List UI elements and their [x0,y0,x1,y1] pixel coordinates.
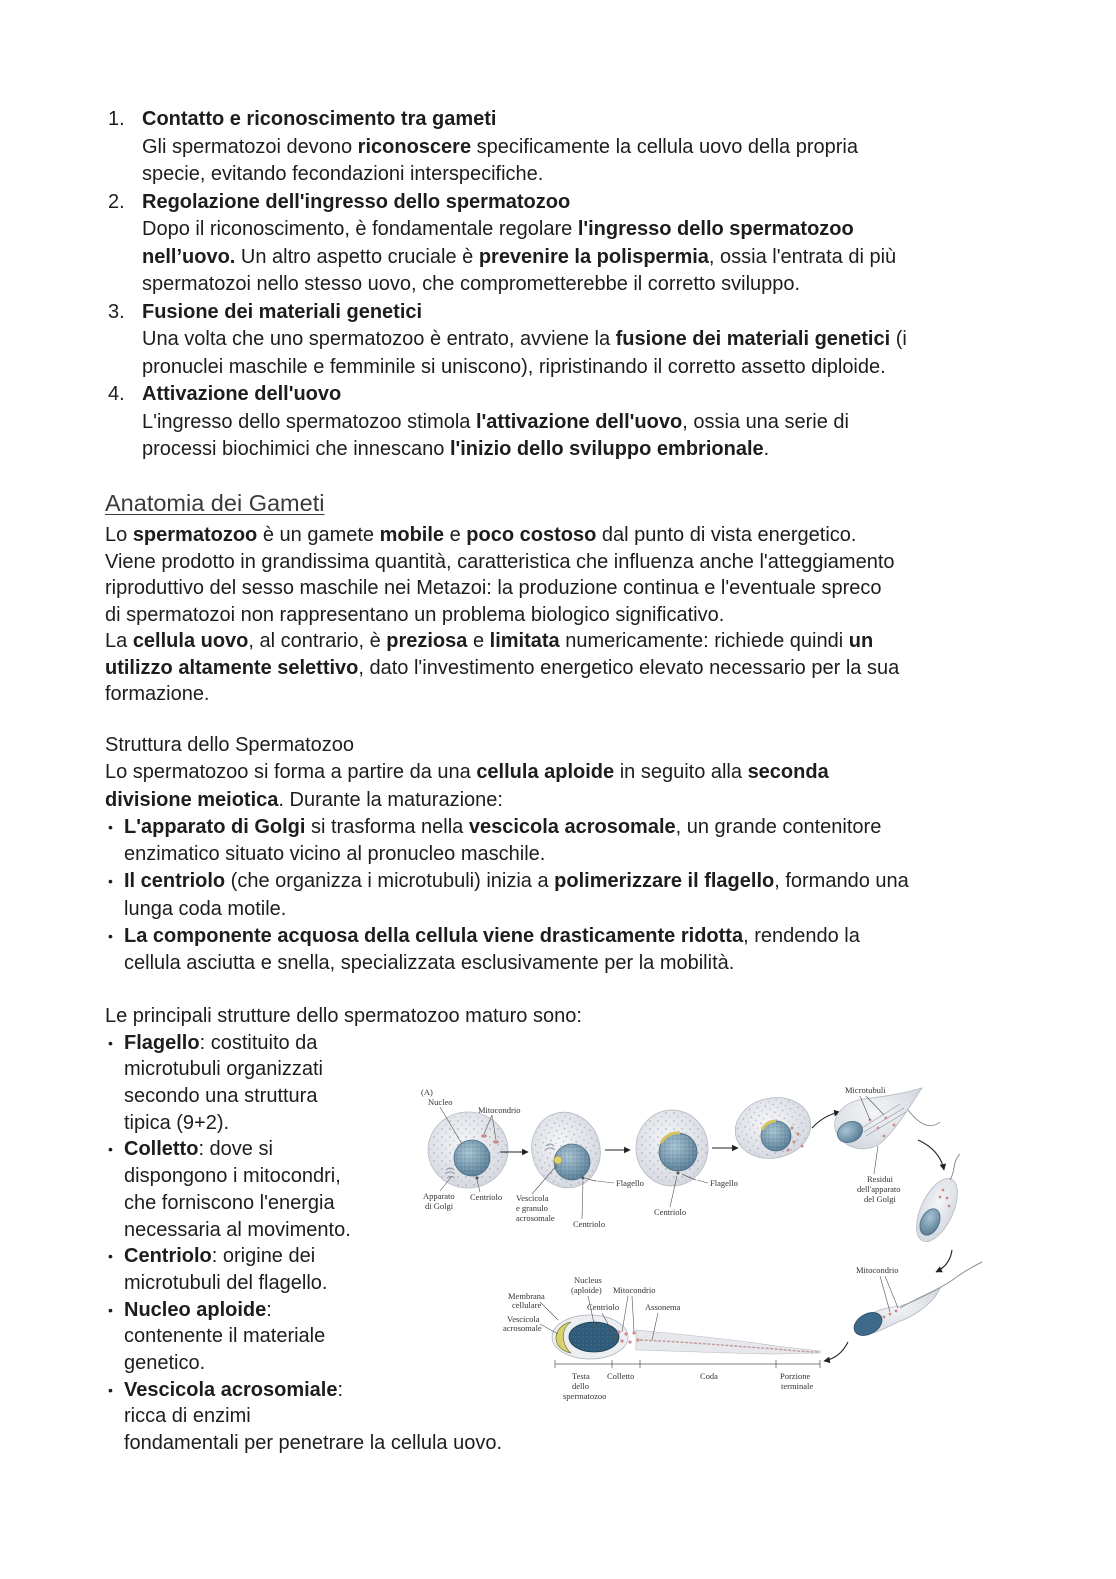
cell-stage-5 [834,1088,940,1149]
label-flagello: Flagello [616,1178,644,1188]
centriole [475,1176,478,1179]
acrosomal-granule [554,1156,562,1164]
text-line [105,161,1065,189]
cell-stage-2 [523,1104,608,1195]
bullet-marker: • [108,1381,113,1398]
text-run: e [444,524,467,546]
label-mitocondrio: Mitocondrio [856,1265,899,1275]
arrow [918,1140,944,1170]
anatomy-paragraph [105,522,1065,708]
text-run: contenente il materiale [124,1325,326,1348]
text-run: e [467,630,490,652]
centriole [677,1172,680,1175]
text-run: L'ingresso dello spermatozoo stimola [142,410,476,433]
text-run: Viene prodotto in grandissima quantità, caratteristica che influenza anche l'atteggiamento [105,550,895,573]
item-title: Contatto e riconoscimento tra gameti [142,108,497,130]
text-run: enzimatico situato vicino al pronucleo maschile. [124,843,546,865]
text-run: Una volta che uno spermatozoo è entrato, avviene la [142,328,616,350]
text-line [105,522,1065,549]
item-number: 3. [108,300,125,323]
region-brackets [555,1360,820,1368]
text-line [105,868,1065,895]
bullet-marker: • [108,1141,113,1158]
text-run: : costituito da [199,1031,318,1054]
text-run: , dato l'investimento energetico elevato necessario per la sua [358,656,900,679]
bold-text: Flagello [124,1031,200,1054]
bold-text: Vescicola acrosomiale [124,1378,338,1401]
section-heading-anatomia: Anatomia dei Gameti [105,490,325,516]
flagellum [908,1110,940,1126]
tail-membrane [636,1330,820,1354]
text-line [105,1030,1065,1057]
text-run: specie, evitando fecondazioni interspecifiche. [142,163,544,185]
text-line [105,681,1065,708]
cell-stage-6 [908,1154,966,1248]
text-line [105,134,1065,162]
numbered-list [105,106,1065,464]
bullet-item [105,814,1065,869]
bold-text: polimerizzare il flagello [554,870,775,893]
text-run: . [763,438,770,460]
bullet-marker: • [108,818,113,835]
struttura-bullet-list [105,814,1065,978]
label-vescicola-granulo: Vescicola e granulo acrosomale [516,1193,555,1223]
panel-label: (A) [421,1087,433,1097]
numbered-item [105,106,1065,189]
bold-text: Nucleo aploide [124,1298,267,1321]
item-title-line [105,106,1065,134]
label-porzione-terminale: Porzione terminale [780,1371,814,1391]
nucleus-texture [455,1141,489,1175]
text-line [105,409,1065,437]
text-run: , ossia l'entrata di più [708,245,897,268]
text-run: Dopo il riconoscimento, è fondamentale regolare [142,218,578,240]
numbered-item [105,299,1065,382]
label-testa: Testa dello spermatozoo [563,1371,607,1401]
text-run: (i [890,328,907,350]
label-apparato-golgi: Apparato di Golgi [423,1191,455,1211]
label-centriolo: Centriolo [654,1207,687,1217]
bold-text: riconoscere [357,135,472,158]
text-run: , formando una [774,870,909,893]
text-line [105,655,1065,682]
text-run: : origine dei [211,1245,316,1268]
text-run: è un gamete [257,524,380,546]
item-title: Regolazione dell'ingresso dello spermatozoo [142,190,571,213]
text-run: : dove si [198,1138,273,1161]
bullet-item [105,923,1065,978]
bold-text: Centriolo [124,1245,212,1268]
label-nucleo: Nucleo [428,1097,453,1107]
subheading-struttura: Struttura dello Spermatozoo [105,734,355,756]
struttura-section [105,732,1065,977]
text-run: pronuclei maschile e femminile si uniscono), ripristinando il corretto assetto diploide. [142,355,886,378]
text-line [105,628,1065,655]
text-line [105,602,1065,629]
bold-text: un [848,630,874,652]
bold-text: l'attivazione dell'uovo [475,410,683,433]
bullet-item [105,868,1065,923]
mitochondrion [481,1134,487,1137]
text-run: spermatozoi nello stesso uovo, che comprometterebbe il corretto sviluppo. [142,273,801,295]
bold-text: fusione dei materiali genetici [615,328,891,350]
text-line [105,216,1065,244]
text-run: , ossia una serie di [682,410,849,433]
struttura-intro [105,759,1065,814]
text-run: , al contrario, è [248,630,387,652]
text-run: si trasforma nella [305,815,469,838]
text-run: lunga coda motile. [124,897,287,920]
text-run: processi biochimici che innescano [142,438,450,460]
text-line [105,549,1065,576]
text-run: secondo una struttura [124,1085,318,1108]
bullet-marker: • [108,1248,113,1265]
text-line [105,759,1065,786]
bold-text: mobile [379,524,445,546]
text-run: specificamente la cellula uovo della propria [471,135,858,158]
bold-text: poco costoso [466,524,597,546]
item-number: 1. [108,108,125,130]
flagellum [950,1154,960,1180]
bold-text: Colletto [124,1138,199,1161]
item-title-line [105,189,1065,217]
bold-text: l'inizio dello sviluppo embrionale [449,438,764,460]
bold-text: cellula aploide [476,761,615,784]
text-line [105,244,1065,272]
label-centriolo: Centriolo [470,1192,503,1202]
label-mitocondrio: Mitocondrio [478,1105,521,1115]
text-line [105,814,1065,841]
item-title-line [105,299,1065,327]
centriole [582,1177,585,1180]
text-run: genetico. [124,1351,206,1374]
bullet-marker: • [108,1034,113,1051]
label-mitocondrio: Mitocondrio [613,1285,656,1295]
text-run: Lo spermatozoo si forma a partire da una [105,761,477,784]
label-vescicola-acrosomale: Vescicola acrosomale [503,1314,542,1333]
text-run: : [266,1298,272,1321]
text-run: Lo [105,524,133,546]
mitochondrion [493,1140,499,1143]
text-run: formazione. [105,683,210,705]
text-run: cellula asciutta e snella, specializzata esclusivamente per la mobilità. [124,952,735,974]
text-run: La [105,630,133,652]
bold-text: limitata [489,630,560,652]
text-run: , un grande contenitore [675,815,882,838]
text-run: . Durante la maturazione: [278,788,503,811]
item-title-line [105,381,1065,409]
text-line [105,326,1065,354]
text-run: ricca di enzimi [124,1405,251,1428]
text-run: fondamentali per penetrare la cellula uovo. [124,1432,503,1454]
label-colletto: Colletto [607,1371,635,1381]
bullet-marker: • [108,1301,113,1318]
text-run: (che organizza i microtubuli) inizia a [225,870,555,893]
bullet-marker: • [108,927,113,944]
label-coda: Coda [700,1371,718,1381]
arrow [936,1250,952,1272]
item-title: Attivazione dell'uovo [142,383,342,405]
bold-text: prevenire la polispermia [478,245,709,268]
text-line [105,787,1065,814]
spermiogenesis-figure [400,1070,990,1415]
label-nucleus-aploide: Nucleus (aploide) [571,1275,602,1295]
bold-text: l'ingresso dello spermatozoo [577,218,854,240]
label-membrana-cellulare: Membrana cellulare [508,1291,545,1310]
numbered-item [105,189,1065,299]
text-run: Gli spermatozoi devono [142,135,358,158]
bold-text: La componente acquosa della cellula viene drasticamente ridotta [124,924,744,947]
bold-text: cellula uovo [132,630,249,652]
text-line [105,271,1065,299]
text-run: microtubuli organizzati [124,1058,323,1081]
text-run: dispongono i mitocondri, [124,1165,341,1188]
bold-text: spermatozoo [132,524,258,546]
text-run: dal punto di vista energetico. [596,524,857,546]
text-line [105,923,1065,950]
centriole [613,1335,616,1339]
nucleus-texture [570,1323,618,1351]
text-line [105,950,1065,977]
label-centriolo: Centriolo [587,1302,620,1312]
item-title: Fusione dei materiali genetici [142,300,423,323]
cell-stage-1 [428,1112,508,1188]
text-line [105,354,1065,382]
arrow [824,1342,848,1361]
item-number: 2. [108,190,125,213]
text-run: di spermatozoi non rappresentano un problema biologico significativo. [105,603,725,626]
text-run: : [337,1378,344,1401]
bold-text: nell’uovo. [142,245,236,268]
bold-text: L'apparato di Golgi [124,815,306,838]
text-run: in seguito alla [614,761,748,784]
text-run: numericamente: richiede quindi [559,630,849,652]
text-run: riproduttivo del sesso maschile nei Metazoi: la produzione continua e l'eventuale spreco [105,577,882,599]
text-line [105,841,1065,868]
text-run: che forniscono l'energia [124,1191,335,1214]
text-run: necessaria al movimento. [124,1218,351,1241]
cell-stage-3 [636,1110,708,1186]
bold-text: vescicola acrosomale [468,815,676,838]
cell-stage-4 [730,1091,817,1165]
text-run: , rendendo la [743,924,860,947]
label-centriolo: Centriolo [573,1219,606,1229]
bold-text: Il centriolo [124,870,226,893]
bold-text: preziosa [386,630,468,652]
bold-text: utilizzo altamente selettivo [105,656,359,679]
text-run: microtubuli del flagello. [124,1271,328,1294]
text-run: tipica (9+2). [124,1111,230,1134]
label-assonema: Assonema [645,1302,681,1312]
numbered-item [105,381,1065,464]
text-line [105,575,1065,602]
text-line [105,436,1065,464]
mature-intro: Le principali strutture dello spermatozoo maturo sono: [105,1005,582,1027]
text-line [105,896,1065,923]
bold-text: divisione meiotica [105,788,279,811]
bold-text: seconda [747,761,829,784]
label-residui-golgi: Residui dell'apparato del Golgi [857,1174,901,1204]
mature-spermatozoon [552,1315,820,1368]
text-run: Un altro aspetto cruciale è [235,245,479,268]
label-flagello: Flagello [710,1178,738,1188]
label-microtubuli: Microtubuli [845,1085,886,1095]
item-number: 4. [108,383,125,405]
text-line [105,1430,1065,1457]
bullet-marker: • [108,873,113,890]
